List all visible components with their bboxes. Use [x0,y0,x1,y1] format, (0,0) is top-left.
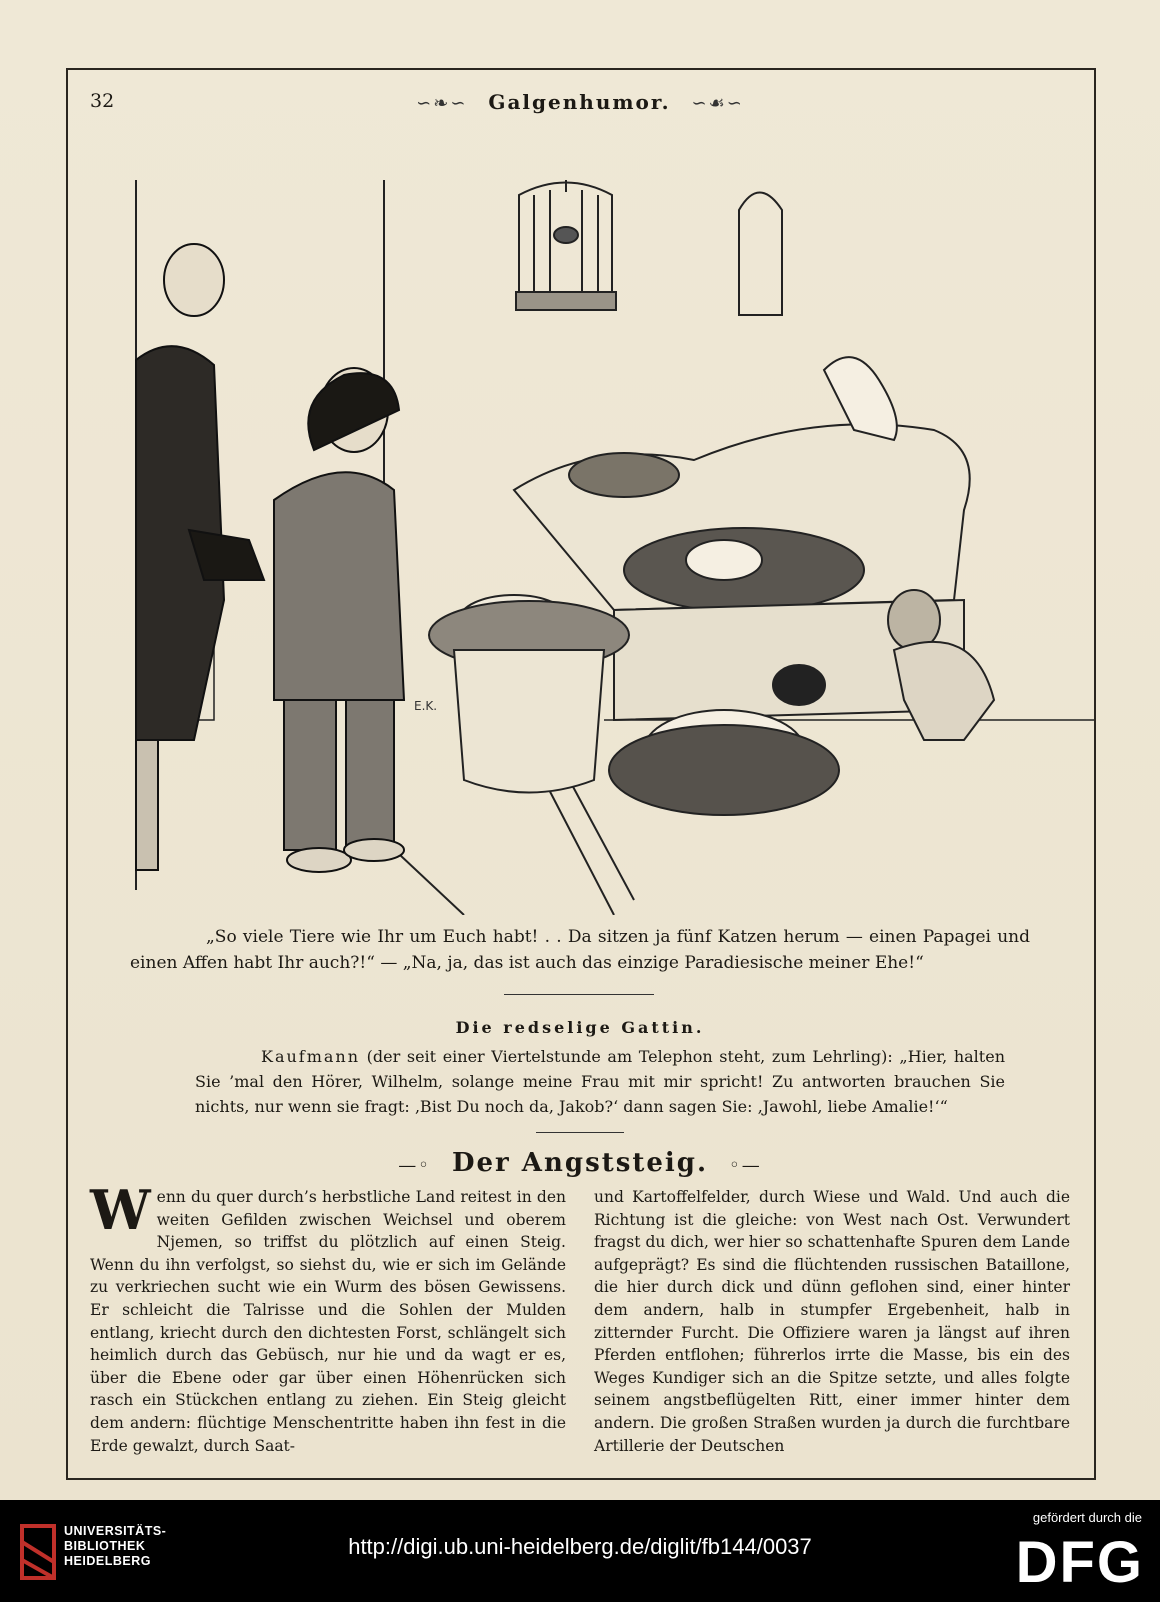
anecdote-speaker: Kaufmann [261,1047,361,1066]
sponsor-text: gefördert durch die [1032,1510,1142,1525]
article-col1-text: enn du quer durch’s herbstliche Land reitest in den weiten Gefilden zwischen Weichsel und oberem Njemen, so triffst du plötzlich auf einen Steig. Wenn du ihn verfolgst, so siehst du, wie er sich im Gelände zu verkriechen sucht wie ein Wurm des bösen Gewissens. Er schleicht die Talrisse und die Sohlen der Mulden entlang, kriecht durch den dichtesten Forst, schlängelt sich heimlich durch das Gebüsch, nur hie und da wagt er es, über die Ebene oder gar über einen Höhenrücken sich rasch ein Stückchen entlang zu ziehen. Ein Steig gleicht dem andern: flüchtige Menschentritte haben ihn fest in die Erde gewalzt, durch Saat- [90,1188,566,1455]
viewer-footer [0,1500,1160,1602]
dfg-logo-icon[interactable]: DFG [1015,1530,1144,1595]
anecdote-text: (der seit einer Viertelstunde am Telephon steht, zum Lehrling): „Hier, halten Sie ’mal den Hörer, Wilhelm, solange meine Frau mit mir spricht! Zu antworten brauchen Sie nichts, nur wenn sie fragt: ‚Bist Du noch da, Jakob?‘ dann sagen Sie: ‚Jawohl, liebe Amalie!‘“ [195,1047,1005,1116]
divider-rule-2 [536,1132,624,1133]
article-column-left [90,1178,566,1466]
man-left [136,244,264,870]
dog-cushion [609,725,839,815]
article-column-right [594,1186,1070,1466]
illustration-caption [130,924,1030,976]
ornament-left-icon: ∽❧∽ [416,93,468,114]
running-title-block [0,90,1160,114]
drop-cap: W [90,1178,151,1242]
page-number: 32 [90,90,115,112]
ornament-right-icon: ◦— [729,1155,762,1176]
permalink-url[interactable]: http://digi.ub.uni-heidelberg.de/diglit/fb144/0037 [348,1534,812,1559]
ornament-right-icon: ∽☙∽ [691,93,744,114]
artist-signature: E.K. [414,699,438,713]
anecdote-body [195,1044,1005,1119]
divider-rule-1 [504,994,654,995]
window-arch [739,193,782,316]
library-name[interactable]: UNIVERSITÄTS- BIBLIOTHEK HEIDELBERG [64,1524,167,1568]
cartoon-illustration [134,180,1094,915]
article-col2-text: und Kartoffelfelder, durch Wiese und Wald. Und auch die Richtung ist die gleiche: von West nach Ost. Verwundert fragst du dich, wer hier so schattenhafte Spuren dem Lande aufgeprägt? Es sind die flüchtenden russischen Bataillone, die hier durch dick und dünn geflohen sind, einer hinter dem andern, halb in stumpfer Ergebenheit, halb in zitternder Furcht. Die Offiziere waren ja längst auf ihren Pferden entflohen; führerlos irrte die Masse, bis ein des Weges Kundiger sich an die Spitze setzte, und alles folgte seinem angstbeflügelten Ritt, einer immer hinter dem andern. Die großen Straßen wurden ja durch die furchtbare Artillerie der Deutschen [594,1188,1070,1455]
pouf [429,601,629,793]
birdcage-icon [516,180,616,310]
anecdote-title: Die redselige Gattin. [455,1018,705,1037]
ornament-left-icon: —◦ [398,1155,431,1176]
article-title-block [0,1148,1160,1178]
caption-text: „So viele Tiere wie Ihr um Euch habt! . . Da sitzen ja fünf Katzen herum — einen Papagei und einen Affen habt Ihr auch?!“ — „Na, ja, das ist auch das einzige Paradiesische meiner Ehe!“ [130,927,1030,973]
article-columns [90,1178,1070,1466]
article-title: Der Angststeig. [451,1148,709,1178]
running-title: Galgenhumor. [488,90,671,114]
